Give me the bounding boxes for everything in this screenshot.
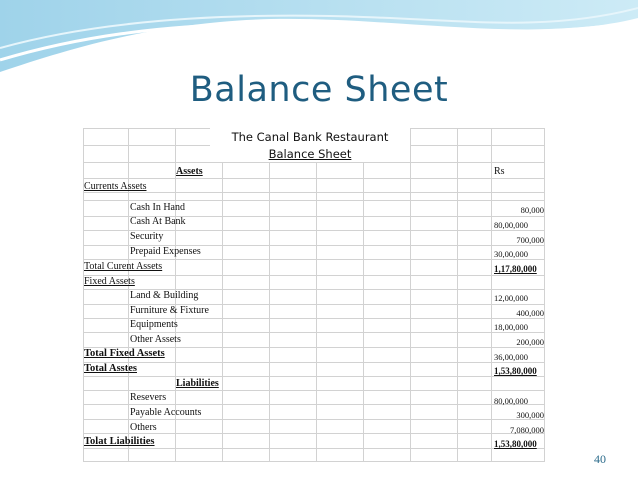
liability-value: 7,080,000: [510, 425, 544, 435]
liability-label: Resevers: [130, 392, 167, 403]
fixed-asset-value: 12,00,000: [494, 293, 528, 303]
slide-title: Balance Sheet: [189, 70, 449, 110]
page-number: 40: [594, 452, 606, 466]
header-wave-decoration: [0, 0, 638, 80]
current-asset-label: Prepaid Expenses: [130, 246, 201, 257]
currency-label: Rs: [494, 166, 505, 177]
company-header: [210, 128, 410, 162]
current-asset-label: Cash At Bank: [130, 216, 186, 227]
total-current-assets-value: 1,17,80,000: [494, 264, 537, 274]
liability-label: Payable Accounts: [130, 407, 202, 418]
sheet-subtitle: Balance Sheet: [268, 147, 352, 161]
liabilities-header: Liabilities: [176, 378, 219, 389]
total-fixed-assets-label: Total Fixed Assets: [84, 348, 165, 359]
fixed-asset-label: Land & Building: [130, 290, 199, 301]
current-asset-value: 80,000: [520, 205, 544, 215]
fixed-asset-label: Equipments: [130, 319, 178, 330]
fixed-asset-value: 200,000: [516, 337, 544, 347]
total-assets-label: Total Asstes: [84, 363, 137, 374]
current-asset-value: 700,000: [516, 235, 544, 245]
liability-value: 300,000: [516, 410, 544, 420]
total-current-assets-label: Total Curent Assets: [84, 261, 163, 272]
current-assets-label: Currents Assets: [84, 181, 147, 192]
fixed-asset-label: Furniture & Fixture: [130, 305, 209, 316]
current-asset-value: 30,00,000: [494, 249, 528, 259]
total-assets-value: 1,53,80,000: [494, 366, 537, 376]
fixed-assets-label: Fixed Assets: [84, 276, 135, 287]
fixed-asset-value: 400,000: [516, 308, 544, 318]
fixed-asset-label: Other Assets: [130, 334, 181, 345]
fixed-asset-value: 18,00,000: [494, 322, 528, 332]
assets-header: Assets: [176, 166, 203, 177]
liability-value: 80,00,000: [494, 396, 528, 406]
total-fixed-assets-value: 36,00,000: [494, 352, 528, 362]
total-liabilities-label: Tolat Liabilities: [84, 436, 155, 447]
company-name: The Canal Bank Restaurant: [231, 130, 389, 144]
current-asset-label: Security: [130, 231, 164, 242]
liability-label: Others: [130, 422, 157, 433]
total-liabilities-value: 1,53,80,000: [494, 439, 537, 449]
current-asset-value: 80,00,000: [494, 220, 528, 230]
current-asset-label: Cash In Hand: [130, 202, 185, 213]
